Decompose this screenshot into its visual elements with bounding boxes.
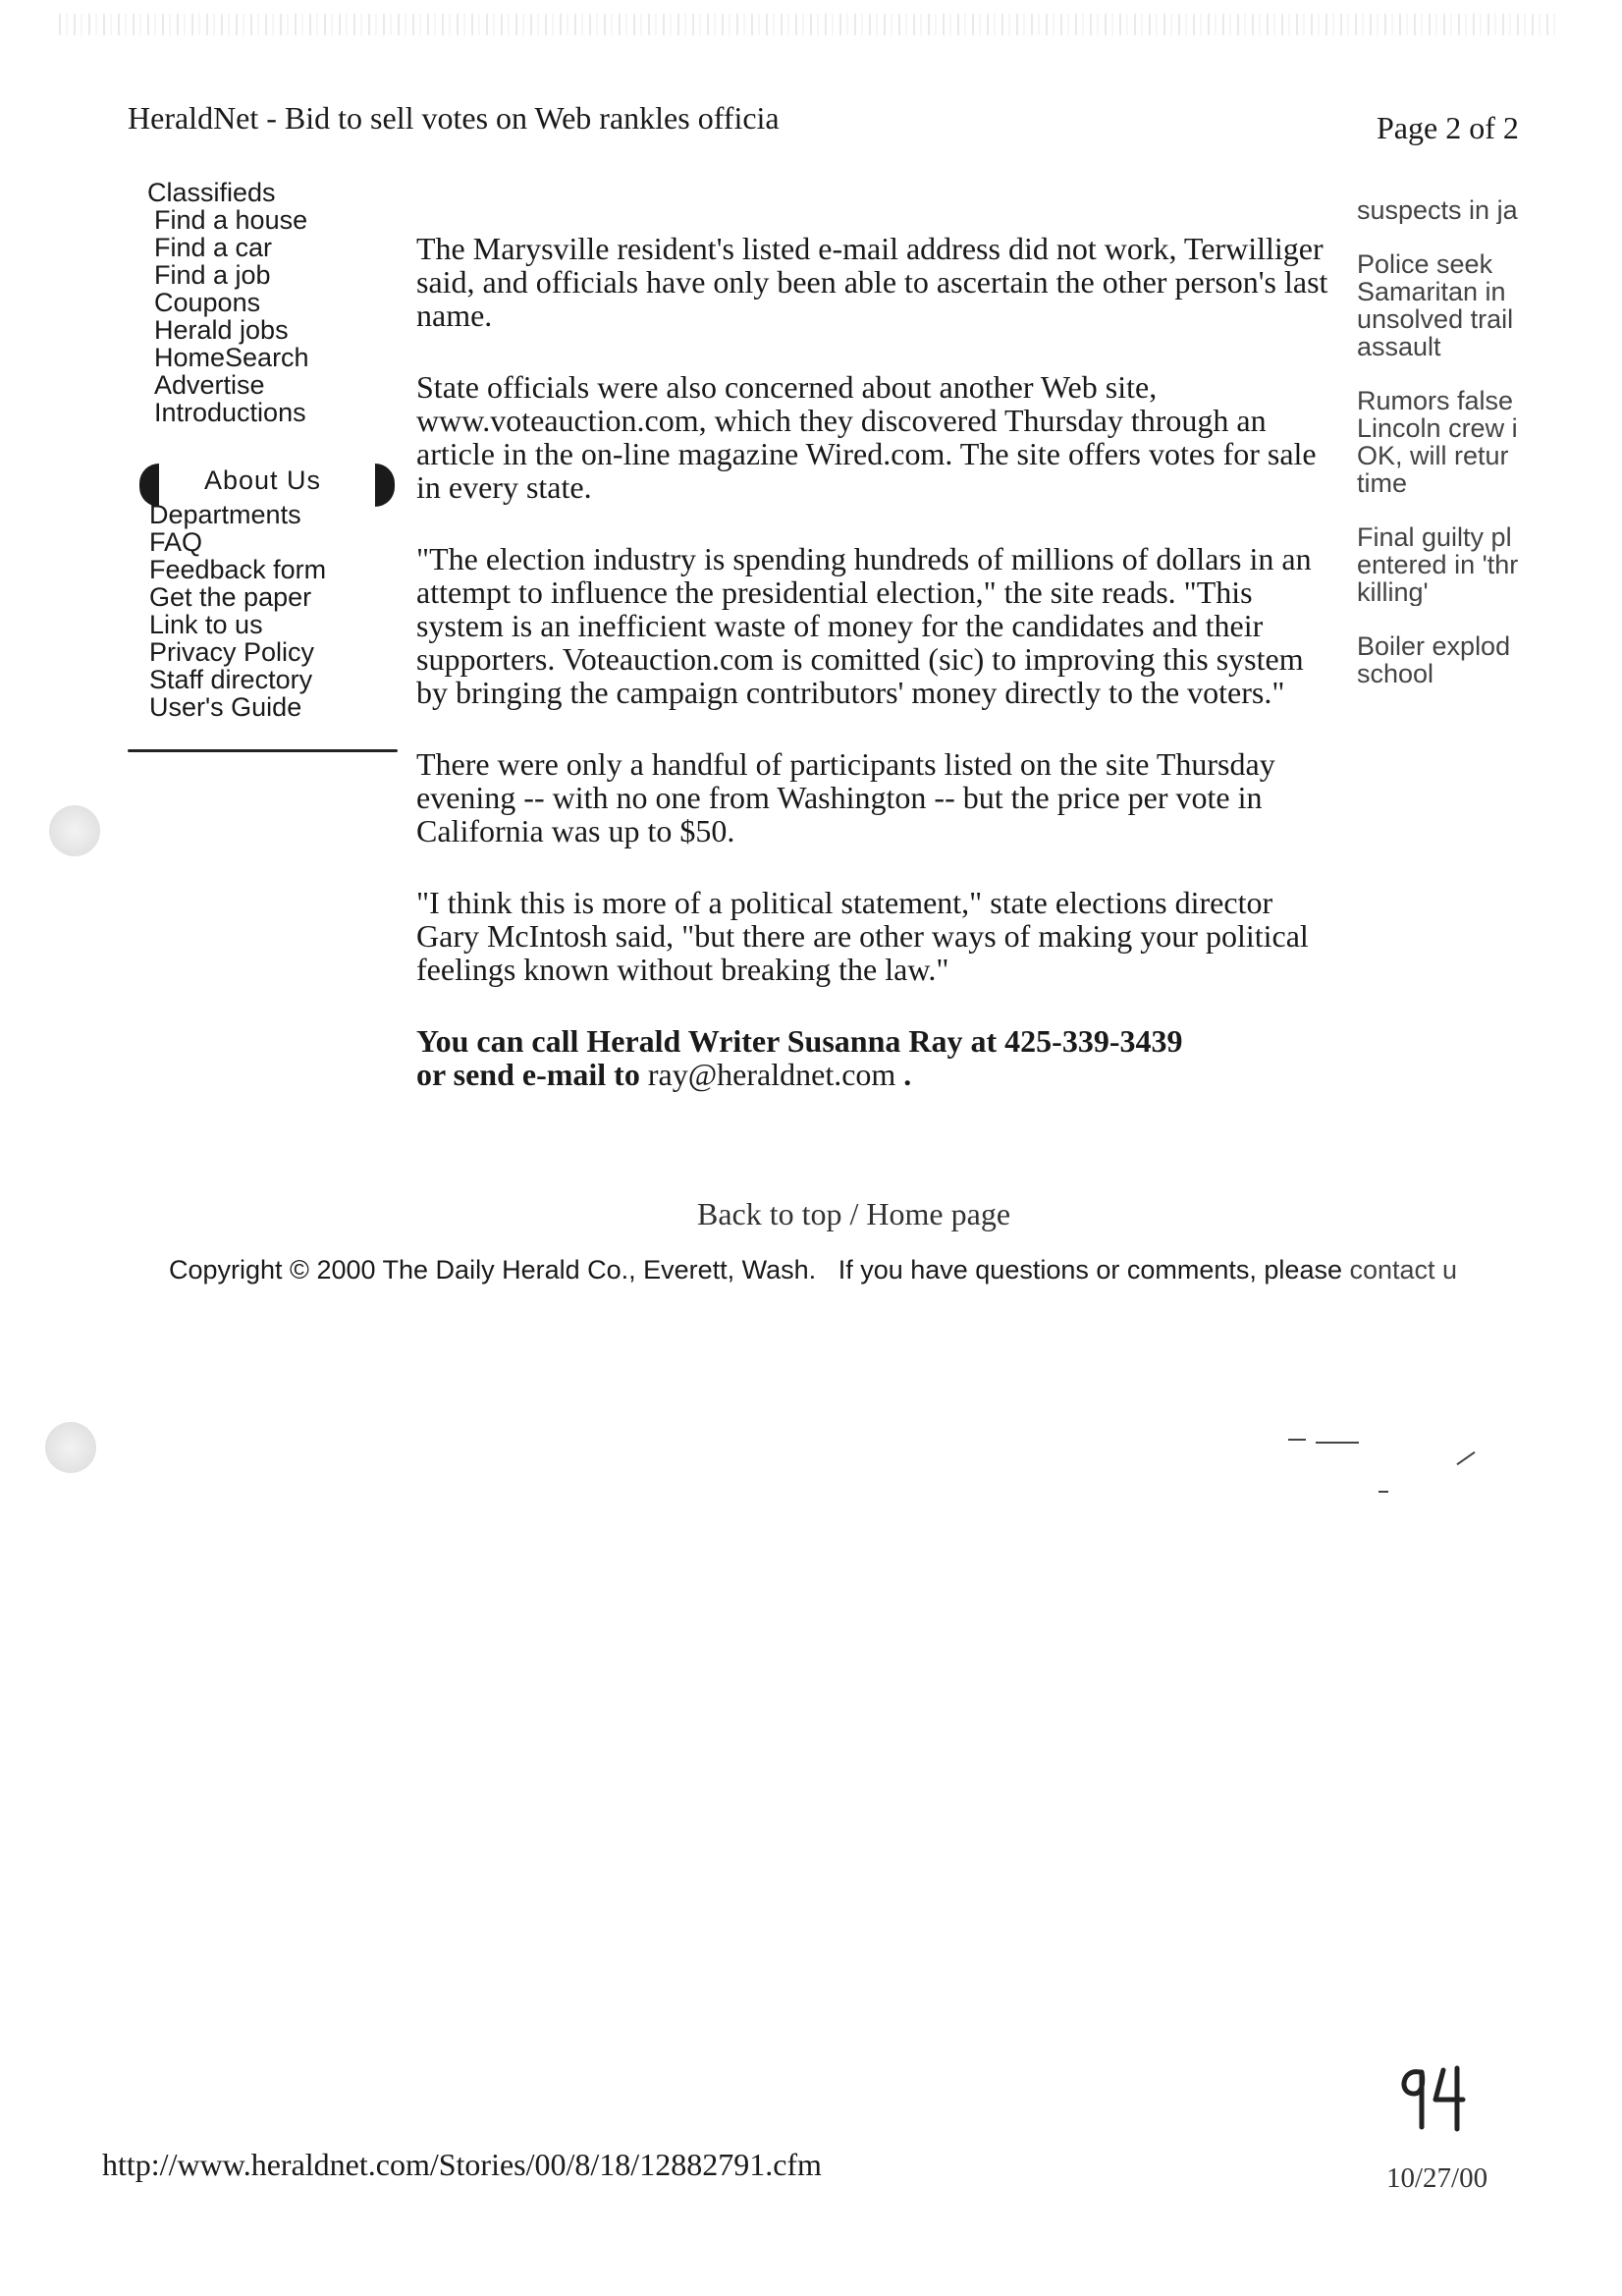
story-line: Police seek xyxy=(1357,250,1493,279)
sidebar-item-find-job[interactable]: Find a job xyxy=(154,260,271,290)
footer-nav xyxy=(697,1196,1010,1232)
punch-hole xyxy=(45,1422,96,1473)
page-url: http://www.heraldnet.com/Stories/00/8/18/12882791.cfm xyxy=(102,2147,822,2182)
article-paragraph: "I think this is more of a political statement," state elections director Gary McIntosh said, "but there are other ways of making your political feelings known without breaking the law." xyxy=(416,885,1309,987)
story-line: killing' xyxy=(1357,577,1429,606)
sidebar-item-homesearch[interactable]: HomeSearch xyxy=(154,343,309,372)
back-to-top-link[interactable]: Back to top xyxy=(697,1196,842,1231)
punch-hole xyxy=(49,805,100,856)
story-line: Samaritan in xyxy=(1357,277,1506,306)
sidebar-item-find-car[interactable]: Find a car xyxy=(154,233,273,262)
related-stories-column xyxy=(1357,196,1543,714)
scan-mark xyxy=(1456,1451,1475,1465)
scan-mark xyxy=(1379,1491,1388,1493)
story-line: time xyxy=(1357,468,1408,497)
related-story-link[interactable] xyxy=(1357,387,1543,497)
sidebar-item-departments[interactable]: Departments xyxy=(149,500,301,529)
about-us-nav xyxy=(149,501,414,721)
scan-artifact-band xyxy=(59,14,1561,35)
article-body xyxy=(416,232,1334,1091)
story-line: entered in 'thr xyxy=(1357,550,1519,579)
sidebar-item-get-paper[interactable]: Get the paper xyxy=(149,582,312,612)
scan-mark xyxy=(1316,1442,1359,1444)
author-byline xyxy=(416,1024,1334,1091)
scan-mark xyxy=(1288,1439,1306,1441)
article-paragraph: "The election industry is spending hundreds of millions of dollars in an attempt to influence the presidential election," the site reads. "This system is an inefficient waste of money for the candidates and their supporters. Voteauction.com is comitted (sic) to improving this system by bringing the campaign contributors' money directly to the voters." xyxy=(416,541,1312,710)
about-us-header xyxy=(139,462,395,505)
home-page-link[interactable]: Home page xyxy=(866,1196,1011,1231)
related-story-link[interactable] xyxy=(1357,250,1543,360)
sidebar-item-classifieds[interactable]: Classifieds xyxy=(147,178,276,207)
sidebar-item-advertise[interactable]: Advertise xyxy=(154,370,265,400)
sidebar-item-herald-jobs[interactable]: Herald jobs xyxy=(154,315,289,345)
copyright-line xyxy=(169,1255,1457,1285)
article-paragraph: There were only a handful of participants listed on the site Thursday evening -- with no one from Washington -- but the price per vote in California was up to $50. xyxy=(416,746,1275,848)
copyright-text: Copyright © 2000 The Daily Herald Co., Everett, Wash. xyxy=(169,1255,817,1285)
story-line: assault xyxy=(1357,332,1441,360)
author-email-link[interactable]: ray@heraldnet.com xyxy=(647,1057,896,1092)
story-line: unsolved trail xyxy=(1357,304,1514,334)
print-date: 10/27/00 xyxy=(1386,2162,1488,2194)
sidebar-divider xyxy=(128,749,398,752)
sidebar-item-privacy-policy[interactable]: Privacy Policy xyxy=(149,637,315,667)
story-line: school xyxy=(1357,659,1434,687)
story-line: OK, will retur xyxy=(1357,441,1509,470)
sidebar-item-link-to-us[interactable]: Link to us xyxy=(149,610,263,639)
sidebar-item-coupons[interactable]: Coupons xyxy=(154,288,261,317)
sidebar-item-find-house[interactable]: Find a house xyxy=(154,205,308,235)
handwritten-page-number xyxy=(1392,2058,1471,2137)
contact-prefix: If you have questions or comments, please xyxy=(838,1255,1350,1285)
sidebar-nav xyxy=(147,179,412,426)
page-indicator: Page 2 of 2 xyxy=(1377,110,1519,145)
related-story-link[interactable] xyxy=(1357,523,1543,606)
byline-email-prefix: or send e-mail to xyxy=(416,1057,648,1092)
story-line: suspects in ja xyxy=(1357,196,1518,224)
sidebar-item-faq[interactable]: FAQ xyxy=(149,527,203,557)
sidebar-item-users-guide[interactable]: User's Guide xyxy=(149,692,302,722)
story-line: Rumors false xyxy=(1357,387,1514,415)
byline-email-suffix: . xyxy=(895,1057,912,1092)
story-line: Lincoln crew i xyxy=(1357,413,1518,443)
about-us-label: About Us xyxy=(204,465,322,495)
sidebar-item-feedback[interactable]: Feedback form xyxy=(149,555,327,584)
story-line: Final guilty pl xyxy=(1357,523,1512,552)
byline-phone: You can call Herald Writer Susanna Ray at 425-339-3439 xyxy=(416,1023,1183,1059)
sidebar-item-introductions[interactable]: Introductions xyxy=(154,398,306,427)
page-title: HeraldNet - Bid to sell votes on Web rankles officia xyxy=(128,100,780,136)
related-story-link[interactable] xyxy=(1357,632,1543,687)
related-story-link[interactable] xyxy=(1357,196,1543,224)
sidebar-item-staff-directory[interactable]: Staff directory xyxy=(149,665,313,694)
link-separator: / xyxy=(841,1196,867,1231)
article-paragraph: State officials were also concerned about another Web site, www.voteauction.com, which they discovered Thursday through an article in the on-line magazine Wired.com. The site offers votes for sale in every state. xyxy=(416,369,1317,505)
byline-email-line xyxy=(416,1058,1334,1091)
story-line: Boiler explod xyxy=(1357,632,1511,661)
contact-link[interactable]: contact u xyxy=(1349,1255,1458,1285)
article-paragraph: The Marysville resident's listed e-mail address did not work, Terwilliger said, and officials have only been able to ascertain the other person's last name. xyxy=(416,231,1328,333)
